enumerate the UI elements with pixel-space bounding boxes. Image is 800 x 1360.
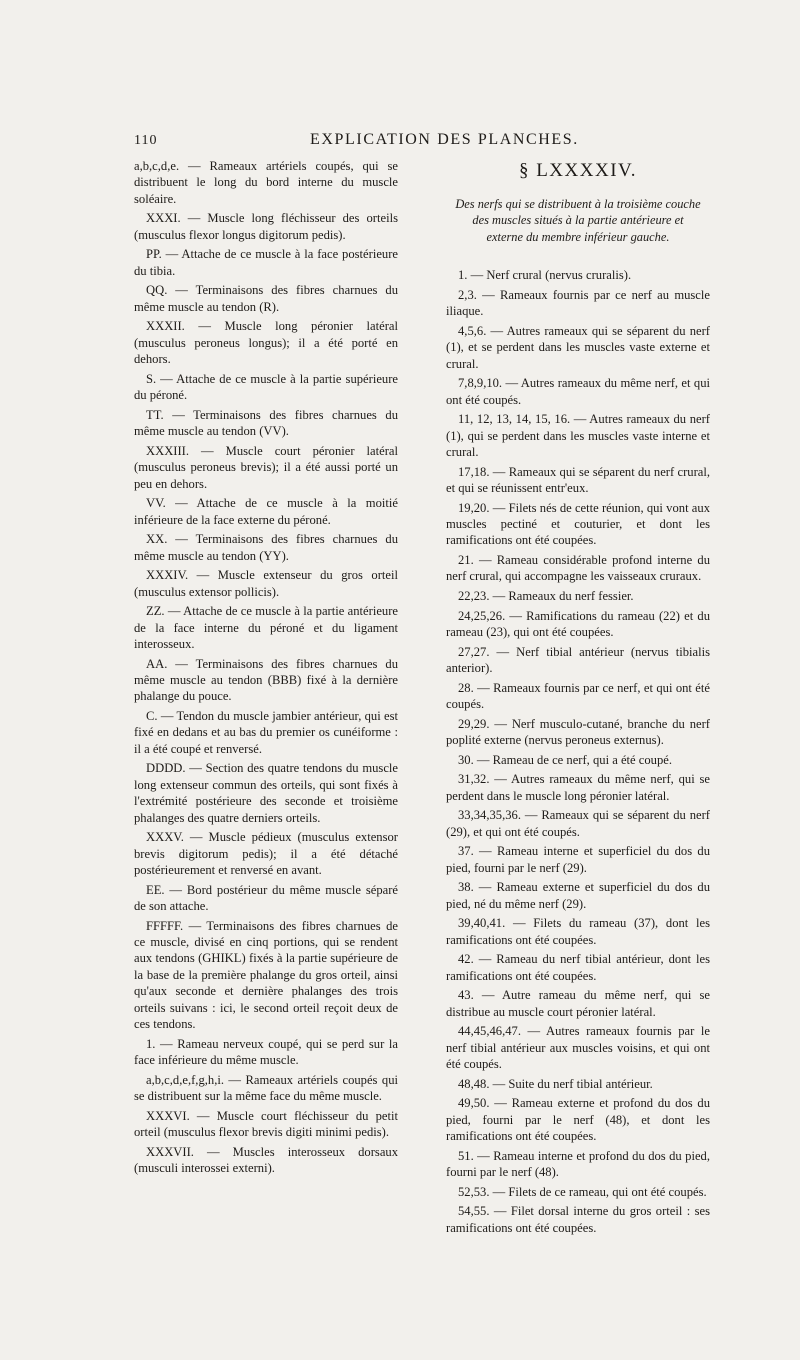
section-subtitle: Des nerfs qui se distribuent à la troisième couche des muscles situés à la partie antérieure et externe du membre inférieur gauche. [455, 197, 701, 244]
entry: 31,32. — Autres rameaux du même nerf, qui se perdent dans le muscle long péronier latéral. [446, 772, 710, 803]
entry: a,b,c,d,e. — Rameaux artériels coupés, qui se distribuent le long du bord interne du muscle soléaire. [134, 159, 398, 206]
entry: XXXIII. — Muscle court péronier latéral (musculus peroneus brevis); il a été aussi porté un peu en dehors. [134, 443, 398, 491]
right-column [446, 160, 710, 1239]
entry: 43. — Autre rameau du même nerf, qui se distribue au muscle court péronier latéral. [446, 988, 710, 1019]
entry: 1. — Nerf crural (nervus cruralis). [458, 268, 632, 283]
entry: PP. — Attache de ce muscle à la face postérieure du tibia. [134, 247, 398, 278]
entry: 48,48. — Suite du nerf tibial antérieur. [458, 1076, 653, 1091]
entry: XXXI. — Muscle long fléchisseur des orteils (musculus flexor longus digitorum pedis). [134, 211, 398, 242]
entry: 54,55. — Filet dorsal interne du gros orteil : ses ramifications ont été coupées. [446, 1204, 710, 1235]
entry: QQ. — Terminaisons des fibres charnues du même muscle au tendon (R). [134, 283, 398, 314]
entry: C. — Tendon du muscle jambier antérieur, qui est fixé en dedans et au bas du premier os cunéiforme : il a été coupé et renversé. [134, 709, 398, 756]
entry: 30. — Rameau de ce nerf, qui a été coupé. [458, 752, 673, 767]
section-title: § LXXXXIV. [518, 160, 638, 181]
entry: 33,34,35,36. — Rameaux qui se séparent du nerf (29), et qui ont été coupés. [446, 808, 710, 839]
entry: 21. — Rameau considérable profond interne du nerf crural, qui accompagne les vaisseaux cruraux. [446, 553, 710, 584]
entry: 24,25,26. — Ramifications du rameau (22) et du rameau (23), qui ont été coupées. [446, 608, 710, 640]
entry: 44,45,46,47. — Autres rameaux fournis par le nerf tibial antérieur aux muscles voisins, et qui ont été coupés. [446, 1024, 710, 1072]
entry: 28. — Rameaux fournis par ce nerf, et qui ont été coupés. [446, 680, 710, 712]
entry: 11, 12, 13, 14, 15, 16. — Autres rameaux du nerf (1), qui se perdent dans les muscles vaste interne et crural. [446, 412, 710, 460]
entry: XX. — Terminaisons des fibres charnues du même muscle au tendon (YY). [134, 532, 398, 563]
entry: 22,23. — Rameaux du nerf fessier. [458, 589, 634, 604]
entry: 27,27. — Nerf tibial antérieur (nervus tibialis anterior). [446, 644, 710, 676]
entry: XXXVI. — Muscle court fléchisseur du petit orteil (musculus flexor brevis digiti minimi pedis). [134, 1108, 398, 1140]
entry: AA. — Terminaisons des fibres charnues du même muscle au tendon (BBB) fixé à la dernière phalange du pouce. [134, 656, 398, 704]
entry: 1. — Rameau nerveux coupé, qui se perd sur la face inférieure du même muscle. [134, 1036, 398, 1068]
entry: 52,53. — Filets de ce rameau, qui ont été coupés. [458, 1184, 707, 1199]
entry: XXXIV. — Muscle extenseur du gros orteil (musculus extensor pollicis). [134, 568, 398, 599]
entry: DDDD. — Section des quatre tendons du muscle long extenseur commun des orteils, qui sont fixés à l'extrémité postérieure des seconde et troisième phalanges des quatre derniers orteils. [134, 761, 398, 825]
entry: XXXVII. — Muscles interosseux dorsaux (musculi interossei externi). [134, 1144, 398, 1176]
entry: 19,20. — Filets nés de cette réunion, qui vont aux muscles pectiné et couturier, et dont les ramifications ont été coupées. [446, 500, 710, 548]
entry: FFFFF. — Terminaisons des fibres charnues de ce muscle, divisé en cinq portions, qui se rendent aux tendons (GHIKL) fixés à la partie supérieure de la base de la première phalange du gros orteil, ainsi qu'aux seconde et dernière phalanges des trois orteils suivans : ici, le second orteil reçoit deux de ces tendons. [134, 918, 398, 1032]
entry: 49,50. — Rameau externe et profond du dos du pied, fourni par le nerf (48), et dont les ramifications ont été coupées. [446, 1096, 710, 1144]
entry: ZZ. — Attache de ce muscle à la partie antérieure de la face interne du péroné et du ligament interosseux. [134, 604, 398, 652]
entry: 51. — Rameau interne et profond du dos du pied, fourni par le nerf (48). [446, 1148, 710, 1180]
entry: 38. — Rameau externe et superficiel du dos du pied, né du même nerf (29). [446, 880, 710, 911]
entry: 29,29. — Nerf musculo-cutané, branche du nerf poplité externe (nervus peroneus externus). [446, 716, 710, 748]
entry: 42. — Rameau du nerf tibial antérieur, dont les ramifications ont été coupées. [446, 952, 710, 983]
entry: XXXV. — Muscle pédieux (musculus extensor brevis digitorum pedis); il a été détaché postérieurement et renversé en avant. [134, 830, 398, 878]
entry: S. — Attache de ce muscle à la partie supérieure du péroné. [134, 371, 398, 403]
entry: 4,5,6. — Autres rameaux qui se séparent du nerf (1), et se perdent dans les muscles vaste externe et crural. [446, 323, 710, 371]
entry: a,b,c,d,e,f,g,h,i. — Rameaux artériels coupés qui se distribuent sur la même face du même muscle. [134, 1072, 398, 1104]
running-head: EXPLICATION DES PLANCHES. [310, 131, 579, 148]
entry: VV. — Attache de ce muscle à la moitié inférieure de la face externe du péroné. [134, 496, 398, 527]
entry: 39,40,41. — Filets du rameau (37), dont les ramifications ont été coupées. [446, 916, 710, 947]
entry: XXXII. — Muscle long péronier latéral (musculus peroneus longus); il a été porté en dehors. [134, 319, 398, 367]
entry: 2,3. — Rameaux fournis par ce nerf au muscle iliaque. [446, 287, 710, 319]
entry: EE. — Bord postérieur du même muscle séparé de son attache. [134, 882, 398, 914]
page-number: 110 [134, 133, 158, 148]
entry: 7,8,9,10. — Autres rameaux du même nerf, et qui ont été coupés. [446, 376, 710, 407]
entry: 17,18. — Rameaux qui se séparent du nerf crural, et qui se réunissent entr'eux. [446, 464, 710, 496]
left-column [134, 158, 398, 1180]
entry: 37. — Rameau interne et superficiel du dos du pied, fourni par le nerf (29). [446, 844, 710, 875]
entry: TT. — Terminaisons des fibres charnues du même muscle au tendon (VV). [134, 407, 398, 439]
